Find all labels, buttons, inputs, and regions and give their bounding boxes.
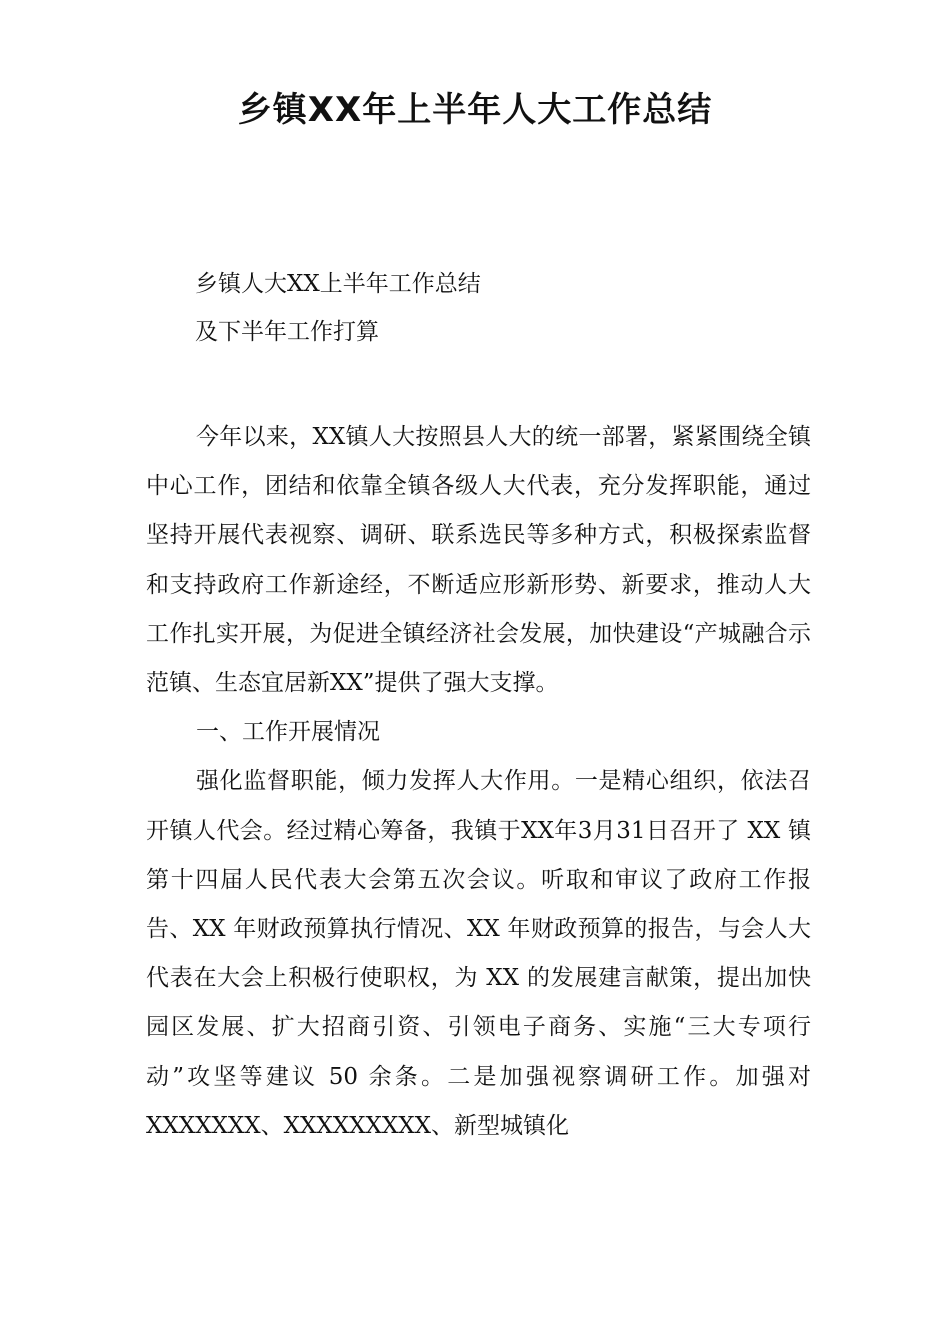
intro-paragraph: 今年以来，XX镇人大按照县人大的统一部署，紧紧围绕全镇中心工作，团结和依靠全镇各级人大代表，充分发挥职能，通过坚持开展代表视察、调研、联系选民等多种方式，积极探索监督和支持政府工作新途经，不断适应形新形势、新要求，推动人大工作扎实开展，为促进全镇经济社会发展，加快建设“产城融合示范镇、生态宜居新XX”提供了强大支撑。: [146, 424, 811, 697]
body-paragraph: 强化监督职能，倾力发挥人大作用。一是精心组织，依法召开镇人代会。经过精心筹备，我镇于XX年3月31日召开了 XX 镇第十四届人民代表大会第五次会议。听取和审议了政府工作报告、XX 年财政预算执行情况、XX 年财政预算的报告，与会人大代表在大会上积极行使职权，为 XX 的发展建言献策，提出加快园区发展、扩大招商引资、引领电子商务、实施“三大专项行动”攻坚等建议 50 余条。二是加强视察调研工作。加强对XXXXXXX、XXXXXXXXX、新型城镇化: [146, 768, 811, 1139]
section-heading: 一、工作开展情况: [196, 719, 380, 746]
document-title: 乡镇XX年上半年人大工作总结: [237, 90, 713, 130]
subtitle-line-2: 及下半年工作打算: [195, 319, 379, 345]
subtitle-line-1: 乡镇人大XX上半年工作总结: [195, 271, 481, 297]
document-body: [146, 413, 811, 1151]
